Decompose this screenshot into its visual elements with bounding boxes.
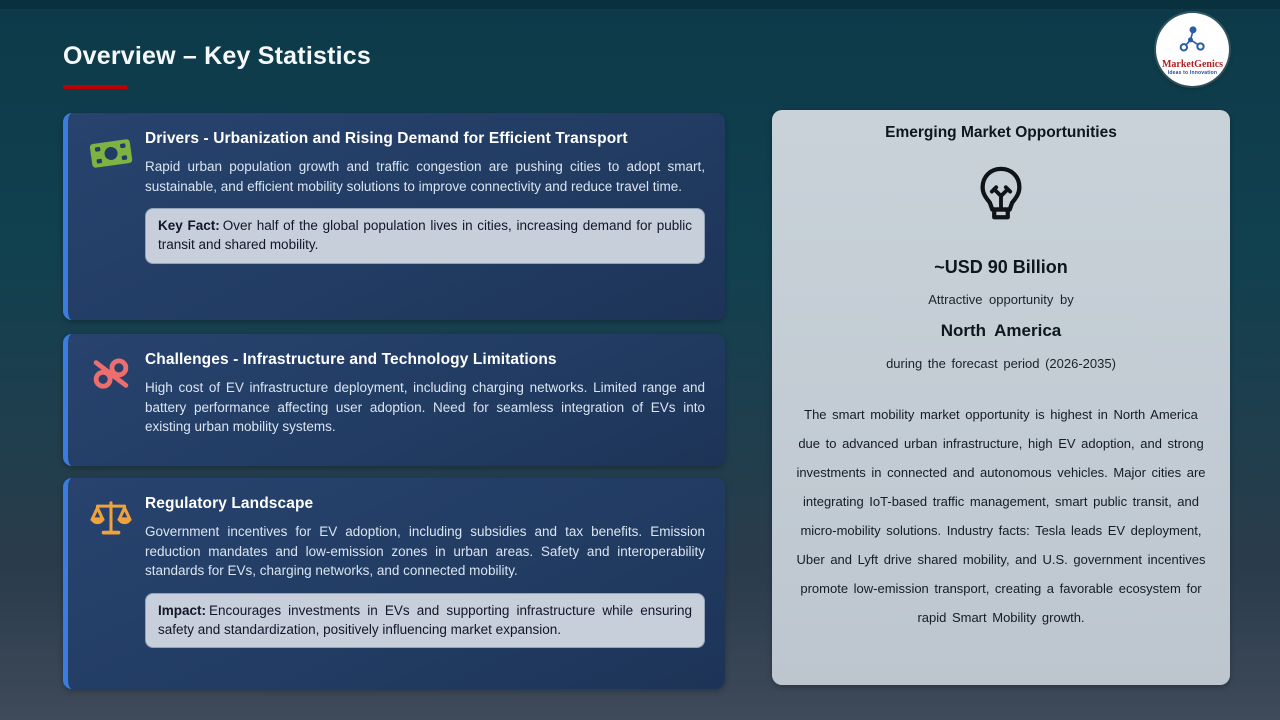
opportunity-period: during the forecast period (2026-2035): [886, 356, 1116, 371]
regulatory-card: [63, 478, 725, 689]
drivers-body: Rapid urban population growth and traffic congestion are pushing cities to adopt smart, sustainable, and efficient mobility solutions to improve connectivity and reduce travel time.: [145, 159, 705, 194]
impact-box: [145, 593, 705, 649]
title-underline: [63, 85, 127, 89]
key-fact-label: Key Fact:: [158, 218, 220, 234]
left-column: [63, 113, 725, 689]
opportunity-panel: [772, 110, 1230, 685]
opportunity-value: ~USD 90 Billion: [934, 257, 1068, 277]
unlink-icon: [88, 351, 134, 397]
key-fact-box: [145, 208, 705, 264]
logo-name: MarketGenics: [1161, 58, 1224, 70]
opportunity-title: Emerging Market Opportunities: [885, 124, 1117, 141]
lightbulb-icon: [796, 164, 1206, 231]
impact-text: Encourages investments in EVs and supporting infrastructure while ensuring safety and standardization, positively influencing market expansion.: [158, 602, 692, 637]
regulatory-body: Government incentives for EV adoption, including subsidies and tax benefits. Emission reduction mandates and low-emission zones in urban areas. Safety and interoperability standards for EVs, charging networks, and connected mobility.: [145, 524, 705, 579]
challenges-title: Challenges - Infrastructure and Technology Limitations: [145, 351, 557, 368]
opportunity-description: The smart mobility market opportunity is highest in North America due to advanced urban infrastructure, high EV adoption, and strong investments in connected and autonomous vehicles. Major cities are integrating IoT-based traffic management, smart public transit, and micro-mobility solutions. Industry facts: Tesla leads EV deployment, Uber and Lyft drive shared mobility, and U.S. government incentives promote low-emission transport, creating a favorable ecosystem for rapid Smart Mobility growth.: [796, 407, 1206, 625]
opportunity-subtitle: Attractive opportunity by: [928, 292, 1074, 307]
logo-tagline: Ideas to Innovation: [1167, 69, 1218, 76]
drivers-card: [63, 113, 725, 320]
page-title: Overview – Key Statistics: [63, 42, 371, 70]
challenges-body: High cost of EV infrastructure deployment, including charging networks. Limited range and battery performance affecting user adoption. Need for seamless integration of EVs into existing urban mobility systems.: [145, 380, 705, 435]
opportunity-region: North America: [940, 321, 1062, 340]
drivers-title: Drivers - Urbanization and Rising Demand for Efficient Transport: [145, 130, 628, 147]
scales-icon: [88, 495, 134, 541]
impact-label: Impact:: [158, 602, 207, 618]
company-logo: [1156, 13, 1229, 86]
regulatory-title: Regulatory Landscape: [145, 495, 314, 512]
molecule-icon: [1176, 24, 1210, 59]
challenges-card: [63, 334, 725, 466]
top-strip: [0, 0, 1280, 9]
key-fact-text: Over half of the global population lives in cities, increasing demand for public transit and shared mobility.: [158, 218, 692, 253]
money-icon: [88, 130, 134, 176]
